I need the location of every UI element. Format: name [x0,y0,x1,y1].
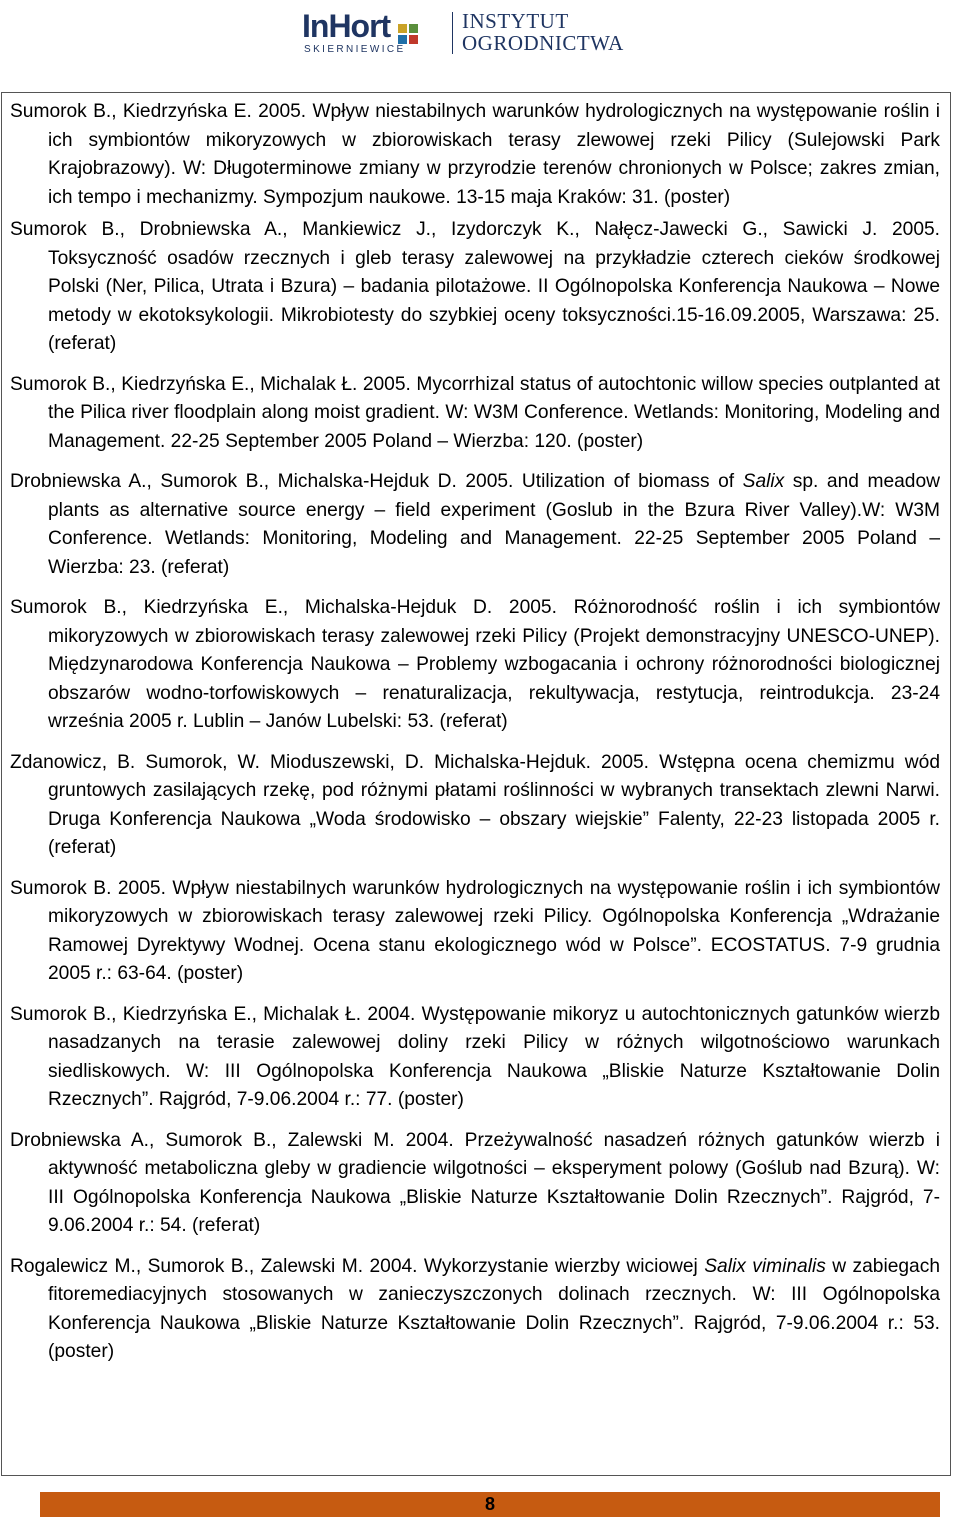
publication-entry [10,594,940,737]
logo-square-green [409,24,418,33]
entry-text: Drobniewska A., Sumorok B., Michalska-Hejduk D. 2005. Utilization of biomass of [10,471,743,492]
entry-text: Zdanowicz, B. Sumorok, W. Mioduszewski, D. Michalska-Hejduk. 2005. Wstępna ocena chemizmu wód gruntowych zasilających rzekę, pod różnymi płatami roślinności w wybranych transektach zlewni Narwi. Druga Konferencja Naukowa „Woda środowisko – obszary wiejskie” Falenty, 22-23 listopada 2005 r. (referat) [10,751,940,858]
entry-italic-term: Salix viminalis [704,1255,826,1277]
publication-entry [10,1253,940,1367]
logo-square-yellow [398,24,407,33]
entry-text: Drobniewska A., Sumorok B., Zalewski M. 2004. Przeżywalność nasadzeń różnych gatunków wierzb i aktywność metaboliczna gleby w gradiencie wilgotności – eksperyment polowy (Goślub nad Bzurą). W: III Ogólnopolska Konferencja Naukowa „Bliskie Naturze Kształtowanie Dolin Rzecznych”. Rajgród, 7-9.06.2004 r.: 54. (referat) [10,1129,940,1236]
publication-entry [10,98,940,212]
publication-list [10,98,940,1379]
entry-text: Sumorok B., Drobniewska A., Mankiewicz J., Izydorczyk K., Nałęcz-Jawecki G., Sawicki J. 2005. Toksyczność osadów rzecznych i gleb terasy zalewowej na przykładzie czterech cieków środkowej Polski (Ner, Pilica, Utrata i Bzura) – badania pilotażowe. II Ogólnopolska Konferencja Naukowa – Nowe metody w ekotoksykologii. Mikrobiotesty do szybkiej oceny toksyczności.15-16.09.2005, Warszawa: 25. (referat) [10,219,940,354]
institute-logo [462,10,624,54]
publication-entry [10,1127,940,1241]
entry-text-continued: sp. and meadow plants as alternative source energy – field experiment (Goslub in the Bzura River Valley).W: W3M Conference. Wetlands: Monitoring, Modeling and Management. 22-25 September 2005 Poland – Wierzba: 23. (referat) [48,471,940,578]
logo-squares-icon [398,24,428,54]
entry-text: Sumorok B., Kiedrzyńska E., Michalak Ł. 2004. Występowanie mikoryz u autochtonicznych gatunków wierzb nasadzanych na terasie zalewowej doliny rzeki Pilicy w różnych wilgotnościowo warunkach siedliskowych. W: III Ogólnopolska Konferencja Naukowa „Bliskie Naturze Kształtowanie Dolin Rzecznych”. Rajgród, 7-9.06.2004 r.: 77. (poster) [10,1003,940,1110]
entry-text: Sumorok B., Kiedrzyńska E., Michalska-Hejduk D. 2005. Różnorodność roślin i ich symbiontów mikoryzowych w zbiorowiskach terasy zalewowej rzeki Pilicy (Projekt demonstracyjny UNESCO-UNEP). Międzynarodowa Konferencja Naukowa – Problemy wzbogacania i ochrony różnorodności biologicznej obszarów wodno-torfowiskowych – renaturalizacja, rekultywacja, restytucja, reintrodukcja. 23-24 września 2005 r. Lublin – Janów Lubelski: 53. (referat) [10,597,940,732]
publication-entry [10,749,940,863]
inhort-logo-name: InHort [302,8,391,44]
entry-italic-term: Salix [742,471,785,492]
entry-text-continued: w zabiegach fitoremediacyjnych stosowanych w zanieczyszczonych dolinach rzecznych. W: III Ogólnopolska Konferencja Naukowa „Bliskie Naturze Kształtowanie Dolin Rzecznych”. Rajgród, 7-9.06.2004 r.: 53. (poster) [48,1255,940,1362]
institute-logo-line2: OGRODNICTWA [462,31,624,55]
inhort-logo-subtitle: SKIERNIEWICE [304,44,406,55]
publication-entry [10,1001,940,1115]
logo-square-red [409,35,418,44]
page-number: 8 [484,1494,495,1514]
entry-text: Sumorok B., Kiedrzyńska E., Michalak Ł. 2005. Mycorrhizal status of autochtonic willow species outplanted at the Pilica river floodplain along moist gradient. W: W3M Conference. Wetlands: Monitoring, Modeling and Management. 22-25 September 2005 Poland – Wierzba: 120. (poster) [10,373,940,452]
entry-text: Sumorok B. 2005. Wpływ niestabilnych warunków hydrologicznych na występowanie roślin i ich symbiontów mikoryzowych w zbiorowiskach terasy zalewowej rzeki Pilicy. Ogólnopolska Konferencja „Wdrażanie Ramowej Dyrektywy Wodnej. Ocena stanu ekologicznego wód w Polsce”. ECOSTATUS. 7-9 grudnia 2005 r.: 63-64. (poster) [10,877,940,984]
logo-divider [452,12,453,54]
publication-entry [10,371,940,457]
publication-entry [10,875,940,989]
entry-text: Rogalewicz M., Sumorok B., Zalewski M. 2004. Wykorzystanie wierzby wiciowej [10,1255,705,1277]
page-header [0,0,960,80]
publication-entry [10,468,940,582]
entry-text: Sumorok B., Kiedrzyńska E. 2005. Wpływ niestabilnych warunków hydrologicznych na występowanie roślin i ich symbiontów mikoryzowych w zbiorowiskach terasy zlewowej rzeki Pilicy (Sulejowski Park Krajobrazowy). W: Długoterminowe zmiany w przyrodzie terenów chronionych w Polsce; zakres zmian, ich tempo i mechanizmy. Sympozjum naukowe. 13-15 maja Kraków: 31. (poster) [10,101,940,208]
institute-logo-line1: INSTYTUT [462,9,569,33]
publication-entry [10,216,940,359]
logo-square-blue [398,35,407,44]
